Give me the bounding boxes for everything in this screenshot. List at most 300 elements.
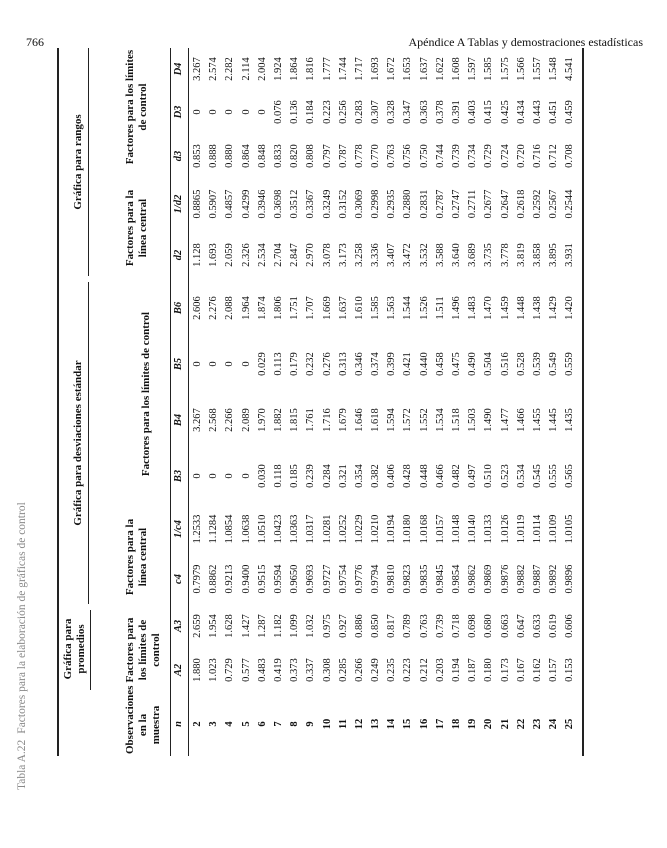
- table-cell: 0: [208, 473, 220, 479]
- table-cell: 3.078: [321, 243, 333, 267]
- table-cell: 3.858: [531, 243, 543, 267]
- table-cell: 0.030: [256, 464, 268, 488]
- table-cell: 0.9876: [499, 564, 511, 594]
- table-cell: 1.435: [564, 408, 576, 432]
- table-cell: 1.679: [337, 408, 349, 432]
- table-cell: 1.0157: [434, 514, 446, 544]
- sample-size-cell: 21: [499, 718, 511, 730]
- table-cell: 0.797: [321, 144, 333, 168]
- table-cell: 3.819: [515, 243, 527, 267]
- table-cell: 0.750: [418, 144, 430, 168]
- table-cell: 1.455: [531, 408, 543, 432]
- table-cell: 0.354: [353, 464, 365, 488]
- table-cell: 0.724: [499, 144, 511, 168]
- table-cell: 1.693: [208, 243, 220, 267]
- sample-size-cell: 15: [402, 718, 414, 730]
- table-cell: 0.3512: [289, 189, 301, 219]
- table-cell: 1.954: [208, 614, 220, 638]
- table-cell: 0.718: [451, 614, 462, 638]
- table-cell: 0.2567: [548, 189, 560, 219]
- col-head-b6: B6: [173, 301, 184, 315]
- table-cell: 0.5907: [208, 189, 220, 219]
- table-cell: 1.0180: [402, 514, 414, 544]
- table-cell: 0.2677: [483, 189, 495, 219]
- table-cell: 0.9650: [289, 564, 301, 594]
- table-cell: 1.427: [240, 614, 252, 638]
- table-cell: 0.9835: [418, 564, 430, 594]
- table-cell: 0.382: [370, 464, 382, 488]
- table-cell: 0.9594: [272, 564, 284, 594]
- table-cell: 0.2747: [451, 189, 462, 219]
- table-cell: 1.572: [402, 408, 414, 432]
- table-cell: 0.2618: [515, 189, 527, 219]
- col-head-a3: A3: [173, 619, 184, 633]
- table-cell: 0.428: [402, 464, 414, 488]
- table-cell: 1.880: [192, 658, 203, 682]
- table-cell: 0.820: [289, 144, 301, 168]
- col-head-a2: A2: [173, 663, 184, 677]
- table-cell: 0.734: [467, 144, 479, 168]
- table-cell: 1.503: [467, 408, 479, 432]
- table-cell: 2.266: [224, 408, 236, 432]
- table-cell: 0.9892: [548, 564, 560, 594]
- table-cell: 0.337: [305, 658, 317, 682]
- sample-size-cell: 23: [531, 718, 543, 730]
- table-cell: 1.0105: [564, 514, 576, 544]
- table-cell: 0.8862: [208, 564, 220, 594]
- table-cell: 2.970: [305, 243, 317, 267]
- table-cell: 0.787: [337, 144, 349, 168]
- table-cell: 0.187: [467, 658, 479, 682]
- table-cell: 0.403: [467, 100, 479, 124]
- table-cell: 1.566: [515, 57, 527, 81]
- col-head-n: n: [173, 721, 184, 727]
- table-row: [384, 48, 400, 756]
- table-row: [336, 48, 352, 756]
- rule-range-chart: [88, 48, 89, 276]
- table-cell: 2.114: [240, 57, 252, 81]
- table-cell: 0.886: [353, 614, 365, 638]
- table-cell: 2.847: [289, 243, 301, 267]
- table-cell: 1.459: [499, 296, 511, 320]
- table-cell: 0.712: [548, 144, 560, 168]
- table-cell: 0: [192, 473, 203, 479]
- table-row: [417, 48, 433, 756]
- table-cell: 0.9727: [321, 564, 333, 594]
- table-cell: 3.735: [483, 243, 495, 267]
- table-cell: 0.789: [402, 614, 414, 638]
- table-cell: 0.378: [434, 100, 446, 124]
- rotated-table-block: [16, 48, 576, 796]
- table-cell: 0.729: [483, 144, 495, 168]
- sample-size-cell: 5: [240, 721, 252, 727]
- table-cell: 1.0114: [531, 514, 543, 544]
- table-cell: 0.249: [370, 658, 382, 682]
- table-cell: 0.459: [564, 100, 576, 124]
- table-cell: 0.235: [386, 658, 398, 682]
- table-row: [546, 48, 562, 756]
- table-cell: 1.470: [483, 296, 495, 320]
- table-cell: 0.848: [256, 144, 268, 168]
- table-cell: 1.526: [418, 296, 430, 320]
- table-cell: 1.637: [418, 57, 430, 81]
- table-cell: 1.0133: [483, 514, 495, 544]
- table-cell: 1.483: [467, 296, 479, 320]
- sample-size-cell: 18: [451, 718, 462, 730]
- header-range-chart: Gráfica para rangos: [72, 114, 84, 210]
- running-head: Apéndice A Tablas y demostraciones estadísticas: [408, 35, 643, 49]
- table-cell: 0.374: [370, 352, 382, 376]
- table-cell: 1.0854: [224, 514, 236, 544]
- table-cell: 1.128: [192, 243, 203, 267]
- table-cell: 1.653: [402, 57, 414, 81]
- table-cell: 0.763: [418, 614, 430, 638]
- sample-size-cell: 25: [564, 718, 576, 730]
- table-cell: 0.443: [531, 100, 543, 124]
- table-cell: 0.927: [337, 614, 349, 638]
- table-cell: 1.0210: [370, 514, 382, 544]
- table-cell: 0.880: [224, 144, 236, 168]
- table-cell: 0.466: [434, 464, 446, 488]
- table-cell: 0.173: [499, 658, 511, 682]
- table-cell: 0.266: [353, 658, 365, 682]
- header-sd-limits: Factores para los límites de control: [140, 311, 152, 477]
- table-cell: 1.585: [370, 296, 382, 320]
- table-cell: 0.118: [272, 464, 284, 488]
- table-cell: 0.256: [337, 100, 349, 124]
- table-cell: 0.3367: [305, 189, 317, 219]
- table-cell: 0: [208, 109, 220, 115]
- col-head-D3: D3: [173, 105, 184, 119]
- sample-size-cell: 13: [370, 718, 382, 730]
- table-cell: 1.438: [531, 296, 543, 320]
- table-cell: 0.2647: [499, 189, 511, 219]
- table-cell: 1.544: [402, 296, 414, 320]
- rule-avg-chart: [90, 610, 91, 690]
- table-cell: 0.744: [434, 144, 446, 168]
- table-cell: 0.739: [434, 614, 446, 638]
- table-caption: [16, 502, 28, 790]
- table-cell: 0.284: [321, 464, 333, 488]
- table-cell: 1.874: [256, 296, 268, 320]
- sample-size-cell: 16: [418, 718, 430, 730]
- table-cell: 1.646: [353, 408, 365, 432]
- table-row: [562, 48, 578, 756]
- table-cell: 0.3946: [256, 189, 268, 219]
- table-cell: 0.549: [548, 352, 560, 376]
- table-cell: 3.931: [564, 243, 576, 267]
- col-head-c4: c4: [173, 574, 184, 584]
- table-cell: 3.532: [418, 243, 430, 267]
- table-cell: 0.808: [305, 144, 317, 168]
- sample-size-cell: 19: [467, 718, 479, 730]
- table-cell: 0.113: [272, 352, 284, 376]
- table-cell: 0.720: [515, 144, 527, 168]
- table-cell: 0.475: [451, 352, 462, 376]
- table-cell: 3.258: [353, 243, 365, 267]
- table-cell: 0.223: [321, 100, 333, 124]
- table-cell: 1.608: [451, 57, 462, 81]
- table-row: [465, 48, 481, 756]
- table-cell: 3.407: [386, 243, 398, 267]
- table-cell: 0.559: [564, 352, 576, 376]
- table-cell: 2.276: [208, 296, 220, 320]
- table-cell: 0.853: [192, 144, 203, 168]
- table-cell: 0: [192, 109, 203, 115]
- table-cell: 0.619: [548, 614, 560, 638]
- sample-size-cell: 9: [305, 721, 317, 727]
- table-cell: 0.483: [256, 658, 268, 682]
- table-cell: 0.2880: [402, 189, 414, 219]
- table-cell: 0.510: [483, 464, 495, 488]
- table-cell: 0.162: [531, 658, 543, 682]
- table-cell: 0: [224, 473, 236, 479]
- table-cell: 0.347: [402, 100, 414, 124]
- sample-size-cell: 3: [208, 721, 220, 727]
- table-cell: 0.421: [402, 352, 414, 376]
- table-cell: 0.391: [451, 100, 462, 124]
- table-cell: 1.0148: [451, 514, 462, 544]
- table-cell: 0.373: [289, 658, 301, 682]
- table-cell: 0.9845: [434, 564, 446, 594]
- sample-size-cell: 14: [386, 718, 398, 730]
- header-sd-chart: Gráfica para desviaciones estándar: [72, 360, 84, 526]
- table-cell: 3.267: [192, 408, 203, 432]
- table-cell: 0.9754: [337, 564, 349, 594]
- table-cell: 0: [240, 473, 252, 479]
- table-row: [352, 48, 368, 756]
- col-head-b5: B5: [173, 357, 184, 371]
- rule-sd-chart: [88, 282, 89, 604]
- table-cell: 1.099: [289, 614, 301, 638]
- table-cell: 0.2787: [434, 189, 446, 219]
- table-cell: 0.888: [208, 144, 220, 168]
- table-cell: 0.2998: [370, 189, 382, 219]
- table-cell: 0.232: [305, 352, 317, 376]
- table-cell: 1.0317: [305, 514, 317, 544]
- table-cell: 0.8865: [192, 189, 203, 219]
- table-cell: 2.534: [256, 243, 268, 267]
- table-cell: 0.9693: [305, 564, 317, 594]
- table-cell: 1.707: [305, 296, 317, 320]
- col-head-d3: d3: [173, 150, 184, 162]
- table-cell: 0.490: [467, 352, 479, 376]
- table-cell: 2.326: [240, 243, 252, 267]
- table-cell: 0.185: [289, 464, 301, 488]
- table-row: [320, 48, 336, 756]
- table-row: [400, 48, 416, 756]
- table-cell: 0.448: [418, 464, 430, 488]
- table-cell: 1.610: [353, 296, 365, 320]
- table-cell: 0.663: [499, 614, 511, 638]
- table-cell: 0.9213: [224, 564, 236, 594]
- table-cell: 0.555: [548, 464, 560, 488]
- table-cell: 0.756: [402, 144, 414, 168]
- table-cell: 0.2544: [564, 189, 576, 219]
- table-cell: 3.640: [451, 243, 462, 267]
- table-cell: 0.313: [337, 352, 349, 376]
- table-cell: 0.440: [418, 352, 430, 376]
- table-cell: 0.419: [272, 658, 284, 682]
- table-cell: 1.0363: [289, 514, 301, 544]
- table-cell: 0: [192, 361, 203, 367]
- table-cell: 0.029: [256, 352, 268, 376]
- table-cell: 1.0638: [240, 514, 252, 544]
- table-cell: 0.076: [272, 100, 284, 124]
- page-number: 766: [26, 35, 44, 49]
- table-cell: 1.429: [548, 296, 560, 320]
- table-cell: 0.458: [434, 352, 446, 376]
- header-sample-obs: Observaciones en la muestra: [124, 685, 162, 754]
- table-cell: 1.777: [321, 57, 333, 81]
- table-cell: 1.477: [499, 408, 511, 432]
- table-cell: 1.744: [337, 57, 349, 81]
- table-cell: 2.704: [272, 243, 284, 267]
- table-cell: 0.716: [531, 144, 543, 168]
- table-cell: 1.518: [451, 408, 462, 432]
- table-cell: 3.267: [192, 57, 203, 81]
- table-cell: 2.282: [224, 57, 236, 81]
- table-cell: 0.606: [564, 614, 576, 638]
- table-cell: 0.565: [564, 464, 576, 488]
- table-cell: 0.729: [224, 658, 236, 682]
- table-cell: 1.0140: [467, 514, 479, 544]
- sample-size-cell: 6: [256, 721, 268, 727]
- table-cell: 2.059: [224, 243, 236, 267]
- table-cell: 0.523: [499, 464, 511, 488]
- table-cell: 0: [240, 109, 252, 115]
- table-row: [303, 48, 319, 756]
- table-cell: 1.448: [515, 296, 527, 320]
- table-cell: 1.563: [386, 296, 398, 320]
- table-cell: 1.637: [337, 296, 349, 320]
- table-cell: 0.223: [402, 658, 414, 682]
- table-row: [514, 48, 530, 756]
- table-cell: 0.2592: [531, 189, 543, 219]
- table-cell: 1.816: [305, 57, 317, 81]
- table-cell: 1.924: [272, 57, 284, 81]
- table-row: [239, 48, 255, 756]
- table-cell: 0.2711: [467, 189, 479, 219]
- table-cell: 1.032: [305, 614, 317, 638]
- table-cell: 0.3152: [337, 189, 349, 219]
- table-cell: 3.472: [402, 243, 414, 267]
- table-cell: 3.173: [337, 243, 349, 267]
- col-head-b4: B4: [173, 413, 184, 427]
- table-cell: 1.628: [224, 614, 236, 638]
- table-cell: 1.445: [548, 408, 560, 432]
- table-cell: 1.420: [564, 296, 576, 320]
- table-cell: 0.136: [289, 100, 301, 124]
- table-label: Tabla A.22: [16, 739, 28, 790]
- column-header-rule: [188, 48, 189, 756]
- header-avg-limits: Factores para los límites de control: [124, 617, 162, 683]
- table-row: [190, 48, 206, 756]
- table-cell: 1.182: [272, 614, 284, 638]
- table-cell: 1.970: [256, 408, 268, 432]
- table-cell: 0.9515: [256, 564, 268, 594]
- table-cell: 1.964: [240, 296, 252, 320]
- table-title: Factores para la elaboración de gráficas de control: [16, 502, 28, 734]
- table-cell: 1.622: [434, 57, 446, 81]
- table-cell: 0.9862: [467, 564, 479, 594]
- table-row: [271, 48, 287, 756]
- table-cell: 2.089: [240, 408, 252, 432]
- table-cell: 0.406: [386, 464, 398, 488]
- table-cell: 0.180: [483, 658, 495, 682]
- table-row: [206, 48, 222, 756]
- table-cell: 1.511: [434, 296, 446, 320]
- table-cell: 0.4857: [224, 189, 236, 219]
- table-cell: 2.568: [208, 408, 220, 432]
- table-cell: 1.0119: [515, 514, 527, 544]
- table-cell: 0.680: [483, 614, 495, 638]
- table-cell: 1.882: [272, 408, 284, 432]
- table-cell: 0.778: [353, 144, 365, 168]
- table-row: [449, 48, 465, 756]
- table-cell: 1.761: [305, 408, 317, 432]
- table-cell: 1.0229: [353, 514, 365, 544]
- table-cell: 0.451: [548, 100, 560, 124]
- table-cell: 1.534: [434, 408, 446, 432]
- table-cell: 2.574: [208, 57, 220, 81]
- table-cell: 1.815: [289, 408, 301, 432]
- table-cell: 3.336: [370, 243, 382, 267]
- table-cell: 0.833: [272, 144, 284, 168]
- table-cell: 1.552: [418, 408, 430, 432]
- col-head-inv-c4: 1/c4: [173, 519, 184, 539]
- table-cell: 0.328: [386, 100, 398, 124]
- table-row: [287, 48, 303, 756]
- table-cell: 0.9869: [483, 564, 495, 594]
- sample-size-cell: 20: [483, 718, 495, 730]
- table-cell: 0.184: [305, 100, 317, 124]
- table-cell: 0.763: [386, 144, 398, 168]
- table-cell: 2.088: [224, 296, 236, 320]
- table-cell: 0.425: [499, 100, 511, 124]
- table-cell: 0.539: [531, 352, 543, 376]
- table-cell: 2.004: [256, 57, 268, 81]
- table-cell: 1.0109: [548, 514, 560, 544]
- sample-size-cell: 4: [224, 721, 236, 727]
- table-cell: 0.415: [483, 100, 495, 124]
- table-cell: 0.346: [353, 352, 365, 376]
- table-cell: 0.194: [451, 658, 462, 682]
- bottom-rule: [582, 48, 584, 756]
- table-row: [222, 48, 238, 756]
- table-cell: 0.9400: [240, 564, 252, 594]
- table-cell: 0.9823: [402, 564, 414, 594]
- table-cell: 0.321: [337, 464, 349, 488]
- table-cell: 0.647: [515, 614, 527, 638]
- table-cell: 1.0510: [256, 514, 268, 544]
- table-cell: 0.864: [240, 144, 252, 168]
- table-cell: 0.179: [289, 352, 301, 376]
- table-cell: 3.895: [548, 243, 560, 267]
- table-cell: 0.504: [483, 352, 495, 376]
- table-cell: 1.287: [256, 614, 268, 638]
- header-range-limits: Factores para los límites de control: [124, 49, 149, 165]
- table-cell: 0.9882: [515, 564, 527, 594]
- table-cell: 0.363: [418, 100, 430, 124]
- table-cell: 0.3249: [321, 189, 333, 219]
- table-cell: 0.9896: [564, 564, 576, 594]
- table-cell: 0.577: [240, 658, 252, 682]
- table-cell: 1.594: [386, 408, 398, 432]
- sample-size-cell: 7: [272, 721, 284, 727]
- sample-size-cell: 8: [289, 721, 301, 727]
- table-cell: 1.490: [483, 408, 495, 432]
